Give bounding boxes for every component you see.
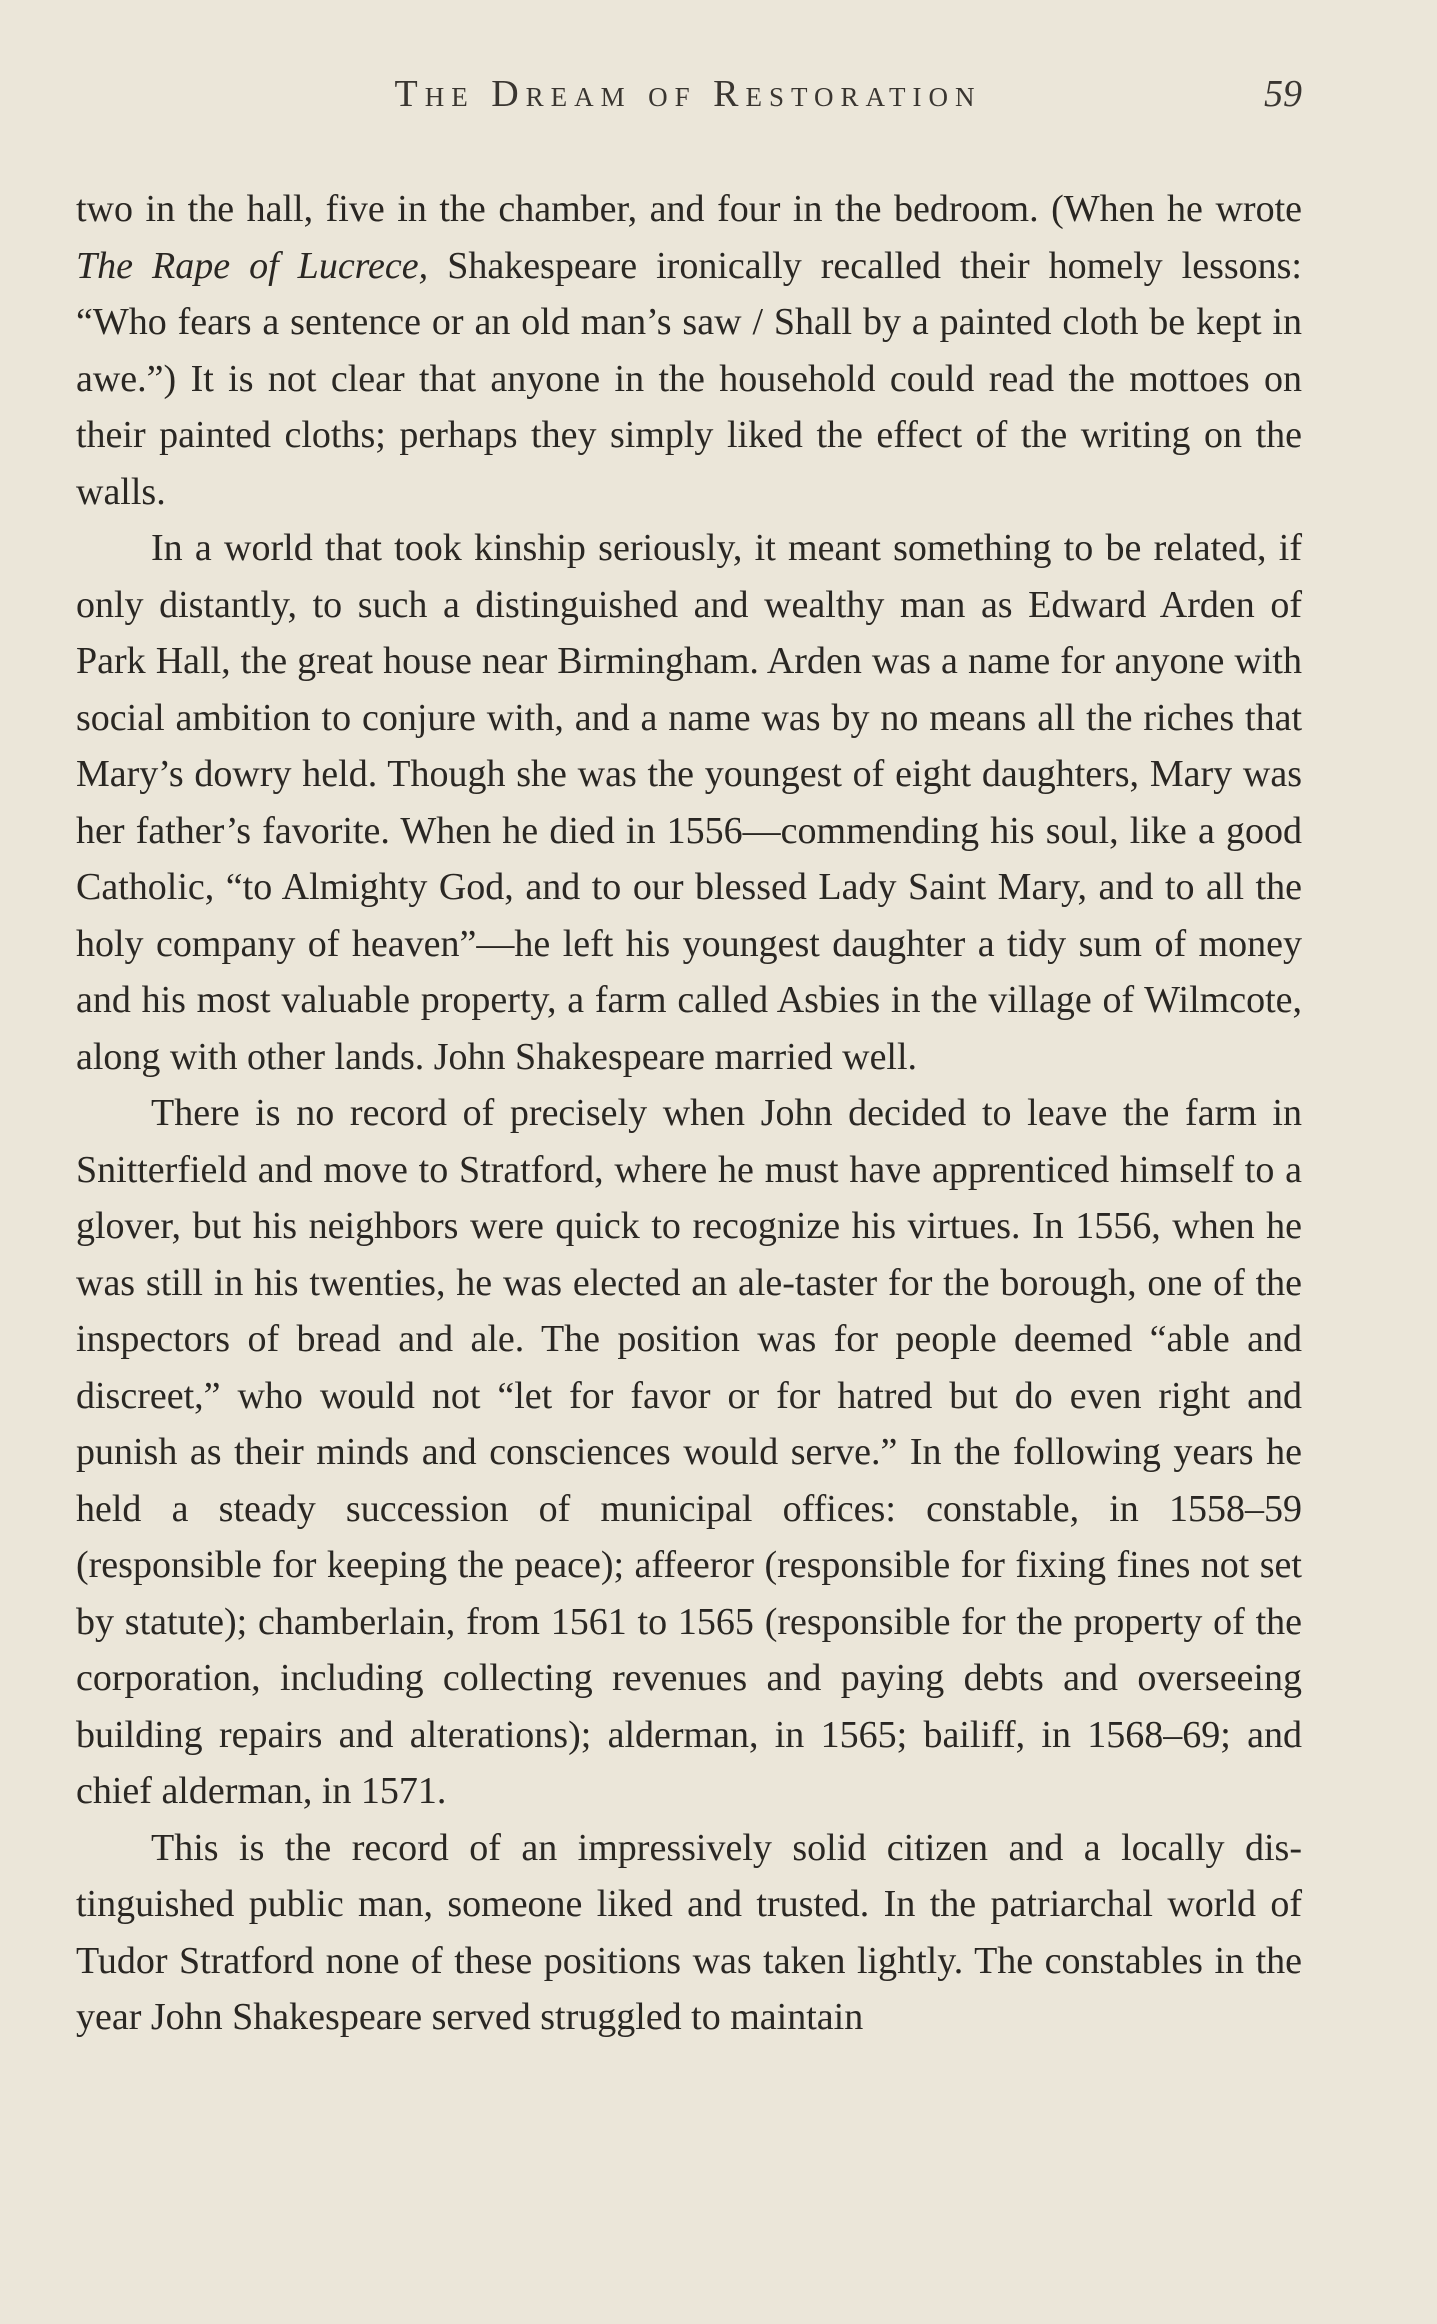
paragraph-3	[76, 1085, 1302, 1820]
paragraph-1-text-2: Shakespeare ironically recalled their homely lessons: “Who fears a sentence or an old man’s saw / Shall by a painted cloth be kept in awe.”) It is not clear that anyone in the household could read the mottoes on their painted cloths; perhaps they simply liked the effect of the writing on the walls.	[76, 244, 1302, 513]
running-head	[74, 72, 1302, 132]
paragraph-2	[76, 520, 1302, 1085]
body-text	[76, 181, 1302, 2046]
paragraph-4	[76, 1820, 1302, 2046]
paragraph-2-text: In a world that took kinship seriously, it meant something to be related, if only distantly, to such a distinguished and wealthy man as Edward Arden of Park Hall, the great house near Birmingham. Arden was a name for anyone with social ambition to conjure with, and a name was by no means all the riches that Mary’s dowry held. Though she was the youngest of eight daughters, Mary was her father’s favorite. When he died in 1556—commending his soul, like a good Catholic, “to Almighty God, and to our blessed Lady Saint Mary, and to all the holy company of heaven”—he left his youngest daughter a tidy sum of money and his most valuable property, a farm called Asbies in the village of Wilmcote, along with other lands. John Shakespeare married well.	[76, 527, 1302, 1078]
paragraph-1-text-1: two in the hall, five in the chamber, and four in the bedroom. (When he wrote	[76, 188, 1302, 230]
page-number: 59	[1264, 73, 1302, 115]
running-title: The Dream of Restoration	[394, 73, 982, 115]
book-title-rape-of-lucrece: The Rape of Lucrece,	[76, 244, 429, 287]
paragraph-4-text: This is the record of an impressively solid citizen and a locally distinguished public man, someone liked and trusted. In the patriarchal world of Tudor Stratford none of these positions was taken lightly. The constables in the year John Shakespeare served struggled to maintain	[76, 1826, 1302, 2038]
paragraph-1	[76, 181, 1302, 520]
paragraph-3-text: There is no record of precisely when John decided to leave the farm in Snitterfield and move to Stratford, where he must have apprenticed himself to a glover, but his neighbors were quick to recognize his virtues. In 1556, when he was still in his twenties, he was elected an ale-taster for the borough, one of the inspectors of bread and ale. The position was for people deemed “able and discreet,” who would not “let for favor or for hatred but do even right and punish as their minds and consciences would serve.” In the following years he held a steady succession of municipal offices: constable, in 1558–59 (responsible for keeping the peace); affeeror (responsible for fixing fines not set by statute); chamberlain, from 1561 to 1565 (responsible for the property of the corporation, including collecting revenues and paying debts and overseeing building repairs and alterations); alderman, in 1565; bailiff, in 1568–69; and chief alderman, in 1571.	[76, 1092, 1302, 1812]
